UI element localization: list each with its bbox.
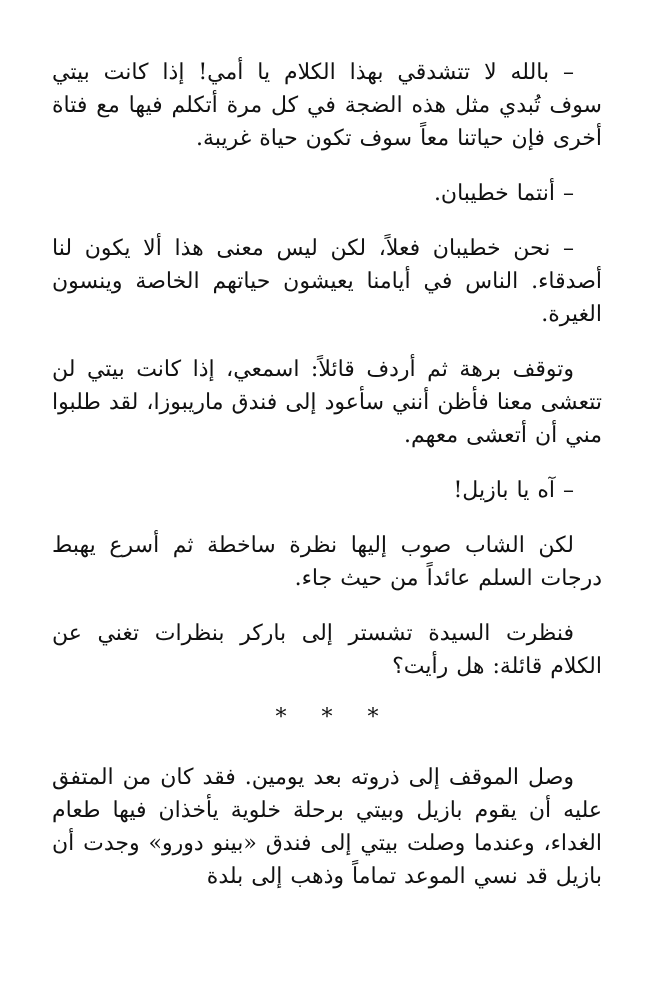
paragraph-7: فنظرت السيدة تشستر إلى باركر بنظرات تغني عن الكلام قائلة: هل رأيت؟ xyxy=(52,621,602,679)
paragraph-2: – أنتما خطيبان. xyxy=(433,181,574,206)
paragraph-3: – نحن خطيبان فعلاً، لكن ليس معنى هذا ألا يكون لنا أصدقاء. الناس في أيامنا يعيشون حياتهم الخاصة وينسون الغيرة. xyxy=(52,236,602,327)
paragraph-4: وتوقف برهة ثم أردف قائلاً: اسمعي، إذا كانت بيتي لن تتعشى معنا فأظن أنني سأعود إلى فندق ماريبوزا، لقد طلبوا مني أن أتعشى معهم. xyxy=(52,357,602,448)
section-separator xyxy=(52,705,602,731)
paragraph-1: – بالله لا تتشدقي بهذا الكلام يا أمي! إذا كانت بيتي سوف تُبدي مثل هذه الضجة في كل مرة أتكلم فيها مع فتاة أخرى فإن حياتنا معاً سوف تكون حياة غريبة. xyxy=(52,60,602,151)
closing-paragraph: وصل الموقف إلى ذروته بعد يومين. فقد كان من المتفق عليه أن يقوم بازيل وبيتي برحلة خلوية يأخذان فيها طعام الغداء، وعندما وصلت بيتي إلى فندق «بينو دورو» وجدت أن بازيل قد نسي الموعد تماماً وذهب إلى بلدة xyxy=(52,765,602,890)
document-page xyxy=(52,56,602,915)
paragraph-6: لكن الشاب صوب إليها نظرة ساخطة ثم أسرع يهبط درجات السلم عائداً من حيث جاء. xyxy=(52,533,602,591)
separator-asterisks: * * * xyxy=(275,705,393,730)
paragraph-5: – آه يا بازيل! xyxy=(453,478,574,503)
